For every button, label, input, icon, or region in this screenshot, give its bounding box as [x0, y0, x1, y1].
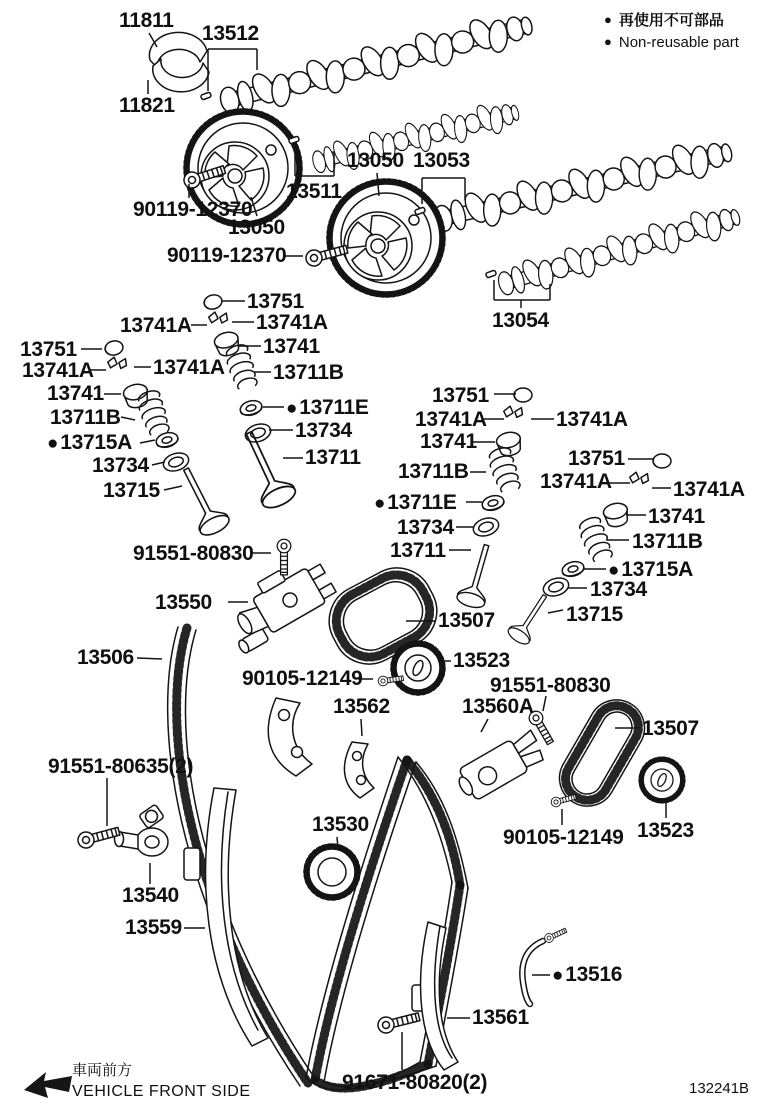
chain-damper-13562-lower-drawing — [344, 742, 374, 798]
crankshaft-sprocket-13523-front-drawing — [393, 643, 443, 693]
bolt-91551-80635-drawing — [76, 823, 121, 849]
valve-retainer-lock-13741A-drawing — [503, 405, 522, 419]
part-label-13560A: 13560A — [462, 695, 534, 718]
chain-damper-13562-upper-drawing — [268, 698, 312, 776]
leader-line — [121, 417, 135, 420]
spring-retainer-13711E-drawing — [481, 493, 506, 512]
camshaft-no1-drawing — [216, 4, 537, 122]
oil-nozzle-bolt-drawing — [543, 926, 568, 944]
chain-guide-13559-drawing — [184, 788, 268, 1046]
part-label-13711E: ●13711E — [286, 396, 369, 419]
crankshaft-sprocket-13530-drawing — [306, 846, 358, 898]
part-label-13741A: 13741A — [415, 408, 487, 431]
valve-retainer-lock-13741A-drawing — [629, 471, 648, 485]
spring-retainer-13715A-drawing — [155, 430, 180, 449]
part-label-11811: 11811 — [119, 9, 174, 32]
leader-line — [140, 440, 155, 443]
camshaft-no4-drawing — [494, 198, 744, 303]
non-reusable-bullet-icon: ● — [552, 965, 564, 986]
leader-line — [337, 837, 338, 848]
part-label-91551-80635-2-: 91551-80635(2) — [48, 755, 194, 778]
oil-nozzle-13516-drawing — [522, 941, 543, 1004]
non-reusable-bullet-icon: ● — [374, 493, 386, 514]
non-reusable-bullet-icon: ● — [47, 433, 59, 454]
part-label-13523: 13523 — [637, 819, 694, 842]
part-label-13741: 13741 — [263, 335, 320, 358]
part-label-13530: 13530 — [312, 813, 369, 836]
part-label-13561: 13561 — [472, 1006, 529, 1029]
valve-lifter-shim-13751-drawing — [653, 454, 671, 468]
part-label-13751: 13751 — [568, 447, 625, 470]
part-label-13751: 13751 — [432, 384, 489, 407]
valve-spring-13711B-drawing — [223, 342, 259, 391]
part-label-13741A: 13741A — [556, 408, 628, 431]
exhaust-valve-13715-drawing — [172, 462, 232, 539]
leader-line — [543, 696, 546, 711]
part-label-13711E: ●13711E — [374, 491, 457, 514]
part-label-91671-80820-2-: 91671-80820(2) — [342, 1071, 488, 1094]
part-label-13562: 13562 — [333, 695, 390, 718]
part-label-13711B: 13711B — [273, 361, 344, 384]
exhaust-valve-13715-drawing — [506, 589, 555, 647]
part-label-13540: 13540 — [122, 884, 179, 907]
non-reusable-bullet-icon: ● — [286, 398, 298, 419]
valve-lifter-shim-13751-drawing — [202, 293, 223, 311]
part-label-13741A: 13741A — [256, 311, 328, 334]
part-label-13711B: 13711B — [50, 406, 121, 429]
crankshaft-sprocket-13523-rear-drawing — [641, 759, 684, 802]
part-label-13715: 13715 — [566, 603, 623, 626]
part-label-13550: 13550 — [155, 591, 212, 614]
part-label-13050: 13050 — [347, 149, 404, 172]
non-reusable-bullet-icon: ● — [604, 34, 612, 50]
part-label-13751: 13751 — [247, 290, 304, 313]
valve-retainer-lock-13741A-drawing — [107, 356, 126, 370]
part-label-13741: 13741 — [420, 430, 477, 453]
legend-text-en: Non-reusable part — [618, 33, 739, 51]
camshaft-timing-gear-13050-rear-drawing — [329, 181, 443, 295]
part-label-91551-80830: 91551-80830 — [490, 674, 611, 697]
part-label-11821: 11821 — [119, 94, 175, 117]
part-label-13734: 13734 — [295, 419, 352, 442]
legend-row-en — [604, 32, 739, 54]
part-label-90105-12149: 90105-12149 — [503, 826, 624, 849]
part-label-13741A: 13741A — [22, 359, 94, 382]
leader-line — [361, 719, 362, 736]
part-label-90119-12370: 90119-12370 — [167, 244, 287, 267]
part-label-13715: 13715 — [103, 479, 160, 502]
part-label-13734: 13734 — [397, 516, 454, 539]
part-label-13734: 13734 — [590, 578, 647, 601]
diagram-code: 132241B — [689, 1080, 750, 1097]
valve-lifter-13741-drawing — [122, 382, 150, 409]
valve-retainer-lock-13741A-drawing — [208, 310, 228, 325]
part-label-13050: 13050 — [228, 216, 285, 239]
part-label-13741A: 13741A — [673, 478, 745, 501]
part-label-90119-12370: 90119-12370 — [133, 198, 253, 221]
bolt-91551-80830-front-drawing — [277, 539, 291, 575]
part-label-13741A: 13741A — [120, 314, 192, 337]
bolt-91671-80820-drawing — [376, 1009, 421, 1035]
spring-retainer-13715A-drawing — [561, 559, 586, 578]
non-reusable-bullet-icon: ● — [608, 560, 620, 581]
part-label-13741A: 13741A — [540, 470, 612, 493]
part-label-13715A: ●13715A — [47, 431, 132, 454]
chain-tensioner-13560A-drawing — [452, 728, 547, 804]
vehicle-front-en: VEHICLE FRONT SIDE — [72, 1083, 251, 1100]
part-label-13741: 13741 — [648, 505, 705, 528]
chain-tensioner-13540-drawing — [115, 804, 169, 856]
valve-spring-13711B-drawing — [135, 388, 171, 437]
spring-retainer-13711E-drawing — [239, 398, 264, 417]
leader-line — [481, 719, 488, 732]
spring-seat-13734-drawing — [161, 450, 191, 474]
legend-text-jp: 再使用不可部品 — [618, 12, 724, 29]
valve-lifter-shim-13751-drawing — [514, 388, 532, 402]
part-label-13741A: 13741A — [153, 356, 225, 379]
camshaft-pin-drawing — [200, 92, 211, 100]
leader-line — [548, 610, 563, 613]
part-label-13711: 13711 — [305, 446, 361, 469]
part-label-13523: 13523 — [453, 649, 510, 672]
part-label-13711B: 13711B — [398, 460, 469, 483]
legend-row-jp — [604, 10, 739, 32]
part-label-13711B: 13711B — [632, 530, 703, 553]
valve-lifter-shim-13751-drawing — [104, 339, 125, 356]
part-label-13715A: ●13715A — [608, 558, 693, 581]
part-label-91551-80830: 91551-80830 — [133, 542, 254, 565]
part-label-13507: 13507 — [642, 717, 699, 740]
part-label-13559: 13559 — [125, 916, 182, 939]
vehicle-front-note — [72, 1060, 251, 1103]
part-label-13734: 13734 — [92, 454, 149, 477]
part-label-13751: 13751 — [20, 338, 77, 361]
part-label-13507: 13507 — [438, 609, 495, 632]
leader-line — [164, 486, 182, 490]
camshaft-pin-no4-drawing — [485, 270, 496, 278]
leader-line — [137, 658, 162, 659]
front-direction-arrow-icon — [24, 1072, 72, 1098]
intake-valve-13711-drawing — [455, 541, 500, 610]
vehicle-front-jp: 車両前方 — [72, 1062, 133, 1079]
non-reusable-bullet-icon: ● — [604, 12, 612, 28]
legend — [604, 10, 739, 54]
part-label-13054: 13054 — [492, 309, 549, 332]
part-label-13511: 13511 — [286, 180, 342, 203]
part-label-13053: 13053 — [413, 149, 470, 172]
part-label-13711: 13711 — [390, 539, 446, 562]
part-label-13516: ●13516 — [552, 963, 623, 986]
valve-lifter-13741-drawing — [495, 430, 523, 457]
part-label-13506: 13506 — [77, 646, 134, 669]
spring-seat-13734-drawing — [471, 515, 501, 539]
part-label-13741: 13741 — [47, 382, 104, 405]
part-label-90105-12149: 90105-12149 — [242, 667, 363, 690]
part-label-13512: 13512 — [202, 22, 259, 45]
